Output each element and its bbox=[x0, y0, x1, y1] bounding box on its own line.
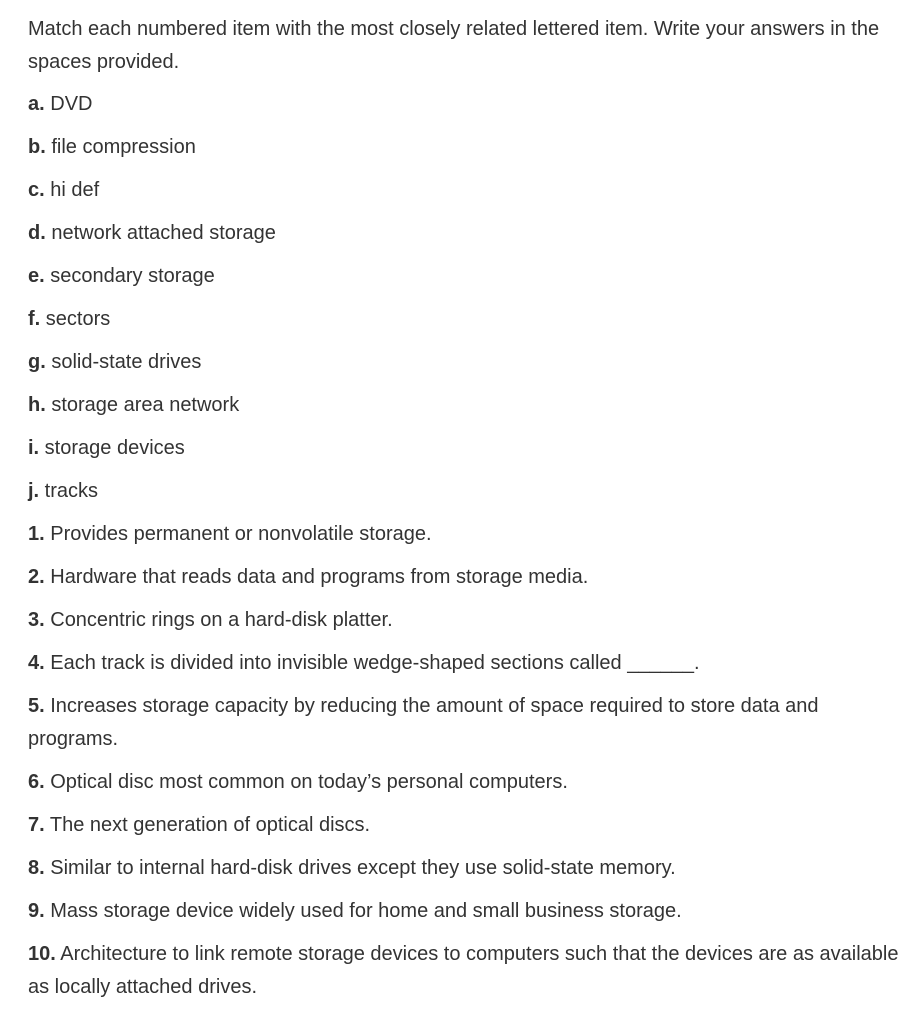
terms-list bbox=[28, 88, 908, 508]
term-text: DVD bbox=[44, 93, 93, 115]
term-label: g. bbox=[28, 351, 46, 373]
definition-label: 5. bbox=[28, 695, 45, 717]
term-item bbox=[28, 217, 908, 250]
definition-item bbox=[28, 690, 908, 756]
term-label: f. bbox=[28, 308, 41, 330]
term-item bbox=[28, 303, 908, 336]
term-item bbox=[28, 174, 908, 207]
term-label: b. bbox=[28, 136, 46, 158]
term-text: hi def bbox=[44, 179, 100, 201]
definition-item bbox=[28, 647, 908, 680]
definition-label: 7. bbox=[28, 814, 45, 836]
definition-label: 10. bbox=[28, 943, 56, 965]
definition-label: 9. bbox=[28, 900, 45, 922]
definition-text: The next generation of optical discs. bbox=[44, 814, 371, 836]
definition-item bbox=[28, 938, 908, 1004]
definition-label: 3. bbox=[28, 609, 45, 631]
term-item bbox=[28, 475, 908, 508]
term-text: file compression bbox=[45, 136, 196, 158]
term-label: h. bbox=[28, 394, 46, 416]
definition-item bbox=[28, 895, 908, 928]
term-item bbox=[28, 346, 908, 379]
term-text: secondary storage bbox=[44, 265, 215, 287]
definition-item bbox=[28, 561, 908, 594]
definitions-list bbox=[28, 518, 908, 1004]
definition-item bbox=[28, 604, 908, 637]
definition-label: 4. bbox=[28, 652, 45, 674]
definition-text: Each track is divided into invisible wedge-shaped sections called ______. bbox=[44, 652, 700, 674]
definition-label: 8. bbox=[28, 857, 45, 879]
definition-text: Concentric rings on a hard-disk platter. bbox=[44, 609, 393, 631]
definition-text: Optical disc most common on today’s personal computers. bbox=[44, 771, 568, 793]
definition-label: 2. bbox=[28, 566, 45, 588]
term-text: storage area network bbox=[45, 394, 240, 416]
definition-text: Similar to internal hard-disk drives except they use solid-state memory. bbox=[44, 857, 676, 879]
definition-item bbox=[28, 766, 908, 799]
definition-text: Provides permanent or nonvolatile storage. bbox=[44, 523, 432, 545]
definition-text: Hardware that reads data and programs from storage media. bbox=[44, 566, 589, 588]
definition-item bbox=[28, 518, 908, 551]
term-label: j. bbox=[28, 480, 40, 502]
term-label: c. bbox=[28, 179, 45, 201]
term-text: solid-state drives bbox=[45, 351, 202, 373]
term-label: d. bbox=[28, 222, 46, 244]
term-text: tracks bbox=[39, 480, 99, 502]
definition-text: Increases storage capacity by reducing the amount of space required to store data and programs. bbox=[28, 695, 819, 750]
definition-item bbox=[28, 809, 908, 842]
term-item bbox=[28, 389, 908, 422]
term-item bbox=[28, 260, 908, 293]
definition-item bbox=[28, 852, 908, 885]
instructions-text: Match each numbered item with the most closely related lettered item. Write your answers in the spaces provided. bbox=[28, 18, 880, 73]
term-item bbox=[28, 432, 908, 465]
term-item bbox=[28, 131, 908, 164]
term-text: sectors bbox=[40, 308, 111, 330]
definition-text: Architecture to link remote storage devices to computers such that the devices are as available as locally attached drives. bbox=[28, 943, 899, 998]
term-text: network attached storage bbox=[45, 222, 276, 244]
term-label: a. bbox=[28, 93, 45, 115]
term-label: i. bbox=[28, 437, 40, 459]
definition-text: Mass storage device widely used for home and small business storage. bbox=[44, 900, 682, 922]
definition-label: 1. bbox=[28, 523, 45, 545]
term-item bbox=[28, 88, 908, 121]
term-text: storage devices bbox=[39, 437, 185, 459]
term-label: e. bbox=[28, 265, 45, 287]
definition-label: 6. bbox=[28, 771, 45, 793]
